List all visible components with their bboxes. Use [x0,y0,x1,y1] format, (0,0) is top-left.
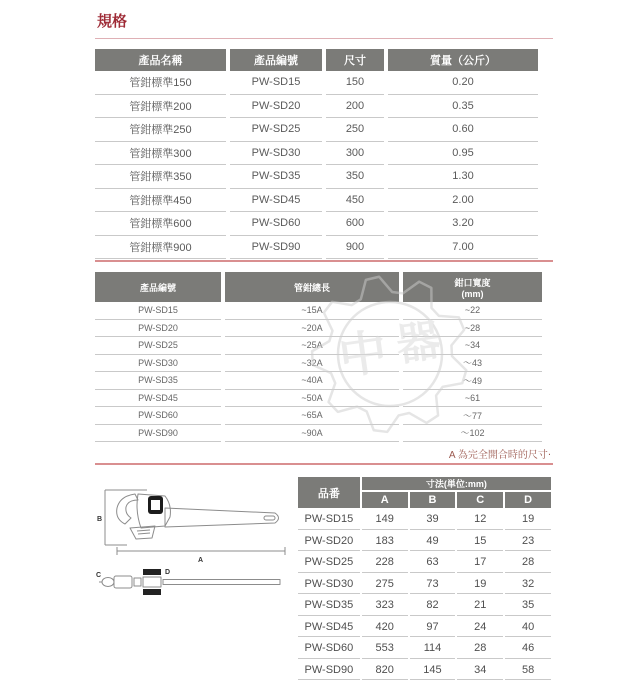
table-cell: 35 [505,596,551,616]
table-cell: 管鉗標準300 [95,142,226,166]
table-cell: ~90A [225,425,399,443]
header-total-length: 管鉗總長 [225,272,399,302]
header-product-code: 產品編號 [230,49,322,71]
table-cell: PW-SD60 [95,407,221,425]
table-row [298,532,551,552]
label-c: C [96,572,102,579]
header-jaw-width-unit: (mm) [461,288,484,299]
table-cell: 0.20 [388,71,538,95]
table-cell: PW-SD15 [230,71,322,95]
table-cell: PW-SD90 [230,236,322,260]
table-cell: 7.00 [388,236,538,260]
jaw-plate-top [143,569,161,575]
table-cell: 114 [410,639,456,659]
header-dim-a: A [362,492,408,508]
table-cell: ~50A [225,390,399,408]
header-jaw-width-label: 鉗口寬度 [454,277,491,288]
label-d: D [165,569,171,576]
table-cell: PW-SD60 [230,212,322,236]
table-row [95,320,542,338]
table-header-row [95,49,538,71]
table-cell: 32 [505,575,551,595]
table-cell: PW-SD30 [95,355,221,373]
table-cell: ~25A [225,337,399,355]
table-cell: ~20A [225,320,399,338]
table-cell: 管鉗標準600 [95,212,226,236]
header-dim-d: D [505,492,551,508]
header-dim-b: B [410,492,456,508]
table-cell: PW-SD25 [298,553,360,573]
table-cell: ~61 [403,390,542,408]
spec-page [95,10,553,682]
table-cell: PW-SD90 [95,425,221,443]
table-cell: ～102 [403,425,542,443]
table-row [298,553,551,573]
title-rule [95,38,553,39]
table-cell: 21 [457,596,503,616]
table-cell: 145 [410,661,456,681]
table-cell: 553 [362,639,408,659]
table-row [95,212,538,236]
table-cell: PW-SD45 [230,189,322,213]
table-cell: PW-SD35 [230,165,322,189]
table-cell: PW-SD20 [95,320,221,338]
table-row [95,118,538,142]
table-cell: PW-SD20 [298,532,360,552]
table-row [95,95,538,119]
header-product-code: 產品編號 [95,272,221,302]
header-item-number: 品番 [298,477,360,508]
table-cell: PW-SD30 [230,142,322,166]
table-cell: ～77 [403,407,542,425]
table-cell: 23 [505,532,551,552]
table-cell: PW-SD25 [230,118,322,142]
table-cell: 管鉗標準150 [95,71,226,95]
table-cell: PW-SD35 [95,372,221,390]
table-cell: 管鉗標準200 [95,95,226,119]
table-cell: 0.95 [388,142,538,166]
table-row [95,189,538,213]
watermark-char-2: 器 [393,315,444,371]
table-cell: 19 [457,575,503,595]
table-cell: 450 [326,189,384,213]
table-cell: PW-SD45 [95,390,221,408]
pivot-hole [151,500,160,510]
table-row [95,425,542,443]
watermark-char-1: 中 [335,325,391,385]
table-cell: PW-SD90 [298,661,360,681]
table-cell: 250 [326,118,384,142]
product-spec-table [91,49,542,259]
table-cell: 300 [326,142,384,166]
table-cell: 39 [410,510,456,530]
table-cell: PW-SD15 [95,302,221,320]
table-cell: ~40A [225,372,399,390]
page-title: 規格 [97,13,128,30]
table-row [298,510,551,530]
table-cell: 46 [505,639,551,659]
table-cell: 管鉗標準250 [95,118,226,142]
length-spec-table [91,272,546,442]
jaw-plate-bottom [143,589,161,595]
table-cell: 28 [457,639,503,659]
header-jaw-width [403,272,542,302]
header-dimensions-span: 寸法(単位:mm) [362,477,551,490]
table-cell: 82 [410,596,456,616]
table-row [95,236,538,260]
table-row [298,618,551,638]
table-cell: PW-SD20 [230,95,322,119]
table-cell: 200 [326,95,384,119]
table-header-row [95,272,542,302]
table-cell: 34 [457,661,503,681]
table-row [95,71,538,95]
table-cell: ~32A [225,355,399,373]
table-cell: 183 [362,532,408,552]
table-cell: 323 [362,596,408,616]
table-row [95,337,542,355]
table-row [298,596,551,616]
table-row [95,407,542,425]
footnote: A 為完全開合時的尺寸‧ [448,450,551,461]
table-cell: ~28 [403,320,542,338]
table-cell: PW-SD30 [298,575,360,595]
table-cell: 149 [362,510,408,530]
table-cell: 350 [326,165,384,189]
table-cell: ~65A [225,407,399,425]
table-bottom-rule [95,463,553,465]
table-row [95,390,542,408]
dimension-section [95,475,553,682]
table-cell: 97 [410,618,456,638]
table-cell: 0.60 [388,118,538,142]
table-cell: ~15A [225,302,399,320]
table-cell: 40 [505,618,551,638]
table-cell: 管鉗標準450 [95,189,226,213]
header-weight: 質量（公斤） [388,49,538,71]
table-cell: 0.35 [388,95,538,119]
table-cell: PW-SD25 [95,337,221,355]
table-cell: 2.00 [388,189,538,213]
table-row [298,639,551,659]
table-cell: 73 [410,575,456,595]
label-a: A [198,557,204,564]
table-cell: 1.30 [388,165,538,189]
table-cell: 管鉗標準350 [95,165,226,189]
table-cell: 275 [362,575,408,595]
table-row [298,575,551,595]
header-size: 尺寸 [326,49,384,71]
table-cell: 49 [410,532,456,552]
table-cell: ～49 [403,372,542,390]
table-row [95,355,542,373]
label-b: B [97,516,103,523]
table-cell: 900 [326,236,384,260]
header-dim-c: C [457,492,503,508]
table-cell: 15 [457,532,503,552]
table-header-row [298,477,551,490]
table-cell: 600 [326,212,384,236]
table-cell: ~34 [403,337,542,355]
table-cell: 150 [326,71,384,95]
pipe-wrench-drawing [95,481,295,606]
table-cell: 58 [505,661,551,681]
table-cell: PW-SD60 [298,639,360,659]
table-cell: 420 [362,618,408,638]
header-product-name: 產品名稱 [95,49,226,71]
table-bottom-rule [95,260,553,262]
table-cell: 19 [505,510,551,530]
table-row [95,372,542,390]
top-view [99,576,280,588]
table-cell: PW-SD15 [298,510,360,530]
table-cell: PW-SD45 [298,618,360,638]
side-view [105,490,285,555]
table-cell: 管鉗標準900 [95,236,226,260]
table-row [95,302,542,320]
table-cell: 24 [457,618,503,638]
wrench-diagram [95,481,295,611]
table-cell: ~22 [403,302,542,320]
table-row [95,165,538,189]
table-cell: 228 [362,553,408,573]
table-row [298,661,551,681]
table-cell: 12 [457,510,503,530]
table-cell: 820 [362,661,408,681]
dimension-table [296,475,553,682]
table-cell: 63 [410,553,456,573]
table-cell: 3.20 [388,212,538,236]
table-cell: 28 [505,553,551,573]
table-cell: PW-SD35 [298,596,360,616]
table-cell: ～43 [403,355,542,373]
table-cell: 17 [457,553,503,573]
table-row [95,142,538,166]
